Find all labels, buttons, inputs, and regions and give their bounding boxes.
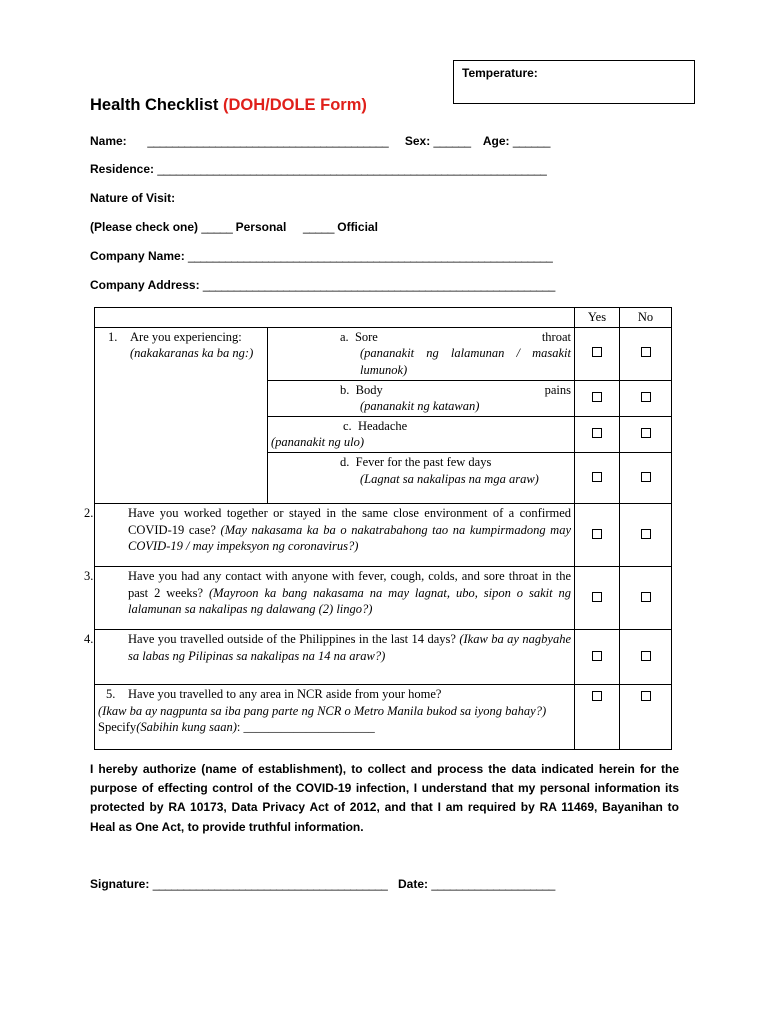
name-field[interactable]: _______________________________________ bbox=[147, 134, 389, 148]
residence-label: Residence: bbox=[90, 162, 155, 176]
page-title bbox=[90, 96, 367, 115]
q1d-letter: d. bbox=[340, 455, 350, 469]
temperature-label: Temperature: bbox=[462, 66, 538, 80]
consent-paragraph: I hereby authorize (name of establishment), to collect and process the data indicated herein for the purpose of effecting control of the COVID-19 infection, I understand that my personal information its protected by RA 10173, Data Privacy Act of 2012, and that I am required by RA 11469, Bayanihan to Heal as One Act, to provide truthful information. bbox=[90, 762, 679, 834]
company-name-field[interactable]: ___________________________________________________________ bbox=[188, 249, 553, 263]
official-label: Official bbox=[337, 220, 378, 234]
q1b-en: Body bbox=[355, 382, 383, 397]
sex-field[interactable]: ______ bbox=[433, 134, 471, 148]
q4-number: 4. bbox=[84, 632, 94, 646]
q5-yes-checkbox[interactable] bbox=[592, 691, 602, 701]
signature-line bbox=[90, 877, 555, 891]
q1d-no-checkbox[interactable] bbox=[641, 472, 651, 482]
age-label: Age: bbox=[482, 134, 510, 148]
q3-yes-checkbox[interactable] bbox=[592, 592, 602, 602]
q1b-letter: b. bbox=[340, 382, 350, 397]
company-name-label: Company Name: bbox=[90, 249, 185, 263]
q1a-cell bbox=[268, 327, 575, 380]
date-label: Date: bbox=[397, 877, 428, 891]
official-field[interactable]: _____ bbox=[303, 220, 334, 234]
q2-yes-checkbox[interactable] bbox=[592, 529, 602, 539]
health-checklist-table bbox=[84, 307, 672, 750]
q1c-cell bbox=[268, 416, 575, 452]
q1a-no-checkbox[interactable] bbox=[641, 347, 651, 357]
q4-yes-checkbox[interactable] bbox=[592, 651, 602, 661]
name-line bbox=[90, 134, 550, 148]
visit-type-line bbox=[90, 220, 378, 234]
company-address-field[interactable]: _________________________________________________________ bbox=[202, 278, 555, 292]
residence-line bbox=[90, 162, 546, 176]
q1b-tl: (pananakit ng katawan) bbox=[360, 399, 480, 414]
table-row bbox=[95, 327, 672, 380]
company-name-line bbox=[90, 249, 552, 263]
q3-tl: (Mayroon ka bang nakasama na may lagnat, ubo, sipon o sakit ng lalamunan sa nakalipas ng dalawang (2) lingo?) bbox=[128, 585, 572, 617]
q5-number: 5. bbox=[106, 687, 116, 701]
q1b-en-right: pains bbox=[544, 382, 571, 397]
q1c-no-checkbox[interactable] bbox=[641, 428, 651, 438]
q5-no-checkbox[interactable] bbox=[641, 691, 651, 701]
q1a-yes-checkbox[interactable] bbox=[592, 347, 602, 357]
residence-field[interactable]: _______________________________________________________________ bbox=[157, 162, 547, 176]
q1d-en: Fever for the past few days bbox=[355, 455, 492, 469]
table-row bbox=[95, 504, 672, 567]
title-main: Health Checklist bbox=[90, 96, 219, 114]
q1d-tl: (Lagnat sa nakalipas na mga araw) bbox=[360, 471, 539, 486]
company-address-line bbox=[90, 278, 555, 292]
q1c-tl: (pananakit ng ulo) bbox=[271, 435, 365, 450]
q4-cell bbox=[84, 630, 575, 685]
yes-header: Yes bbox=[575, 308, 620, 328]
q1c-letter: c. bbox=[343, 418, 352, 433]
q2-number: 2. bbox=[84, 506, 94, 520]
q2-tl: (May nakasama ka ba o nakatrabahong tao na kumpirmadong may COVID-19 / may impeksyon ng coronavirus?) bbox=[128, 522, 571, 554]
signature-label: Signature: bbox=[90, 877, 150, 891]
table-row bbox=[95, 685, 672, 750]
q1d-yes-checkbox[interactable] bbox=[592, 472, 602, 482]
q1a-en: Sore bbox=[354, 329, 378, 344]
q2-no-checkbox[interactable] bbox=[641, 529, 651, 539]
title-highlight: (DOH/DOLE Form) bbox=[222, 96, 367, 114]
q5-tl: (Ikaw ba ay nagpunta sa iba pang parte ng NCR o Metro Manila bukod sa iyong bahay?) bbox=[98, 703, 547, 718]
q4-text: Have you travelled outside of the Philippines in the last 14 days? bbox=[128, 632, 456, 646]
q1-number: 1. bbox=[108, 329, 118, 344]
q3-cell bbox=[84, 567, 575, 630]
q3-no-checkbox[interactable] bbox=[641, 592, 651, 602]
date-field[interactable]: ____________________ bbox=[431, 877, 555, 891]
q1b-yes-checkbox[interactable] bbox=[592, 392, 602, 402]
q1d-cell bbox=[268, 453, 575, 504]
personal-field[interactable]: _____ bbox=[201, 220, 233, 234]
q1b-cell bbox=[268, 380, 575, 416]
q3-number: 3. bbox=[84, 569, 94, 583]
q1-cell bbox=[95, 327, 268, 503]
table-header-row bbox=[95, 308, 672, 328]
q5-specify-tl: (Sabihin kung saan) bbox=[136, 720, 237, 735]
q1c-en: Headache bbox=[357, 418, 408, 433]
q1a-en-right: throat bbox=[541, 329, 571, 344]
temperature-box[interactable] bbox=[453, 60, 695, 104]
q5-specify-field[interactable]: : _____________________ bbox=[236, 720, 375, 735]
personal-label: Personal bbox=[235, 220, 287, 234]
nature-of-visit-label: Nature of Visit: bbox=[90, 191, 176, 205]
q5-specify: Specify bbox=[98, 720, 137, 735]
q1a-tl: (pananakit ng lalamunan / masakit lumunok) bbox=[360, 346, 571, 377]
q1c-yes-checkbox[interactable] bbox=[592, 428, 602, 438]
sex-label: Sex: bbox=[404, 134, 431, 148]
q1-text: Are you experiencing: bbox=[130, 329, 242, 344]
name-label: Name: bbox=[90, 134, 127, 148]
signature-field[interactable]: ______________________________________ bbox=[152, 877, 388, 891]
check-one-label: (Please check one) bbox=[90, 220, 199, 234]
q5-text: Have you travelled to any area in NCR aside from your home? bbox=[128, 687, 442, 701]
q1a-letter: a. bbox=[340, 329, 349, 344]
q4-tl: (Ikaw ba ay nagbyahe sa labas ng Pilipinas sa nakalipas na 14 na araw?) bbox=[128, 632, 571, 663]
q2-text: Have you worked together or stayed in the same close environment of a confirmed COVID-19 case? bbox=[128, 506, 571, 537]
q3-text: Have you had any contact with anyone with fever, cough, colds, and sore throat in the past 2 weeks? bbox=[128, 569, 571, 600]
q1b-no-checkbox[interactable] bbox=[641, 392, 651, 402]
table-row bbox=[95, 567, 672, 630]
q5-cell bbox=[95, 685, 575, 750]
q1-tl: (nakakaranas ka ba ng:) bbox=[130, 346, 254, 361]
age-field[interactable]: ______ bbox=[512, 134, 550, 148]
q4-no-checkbox[interactable] bbox=[641, 651, 651, 661]
company-address-label: Company Address: bbox=[90, 278, 200, 292]
no-header: No bbox=[620, 308, 672, 328]
table-row bbox=[95, 630, 672, 685]
q2-cell bbox=[84, 504, 575, 567]
